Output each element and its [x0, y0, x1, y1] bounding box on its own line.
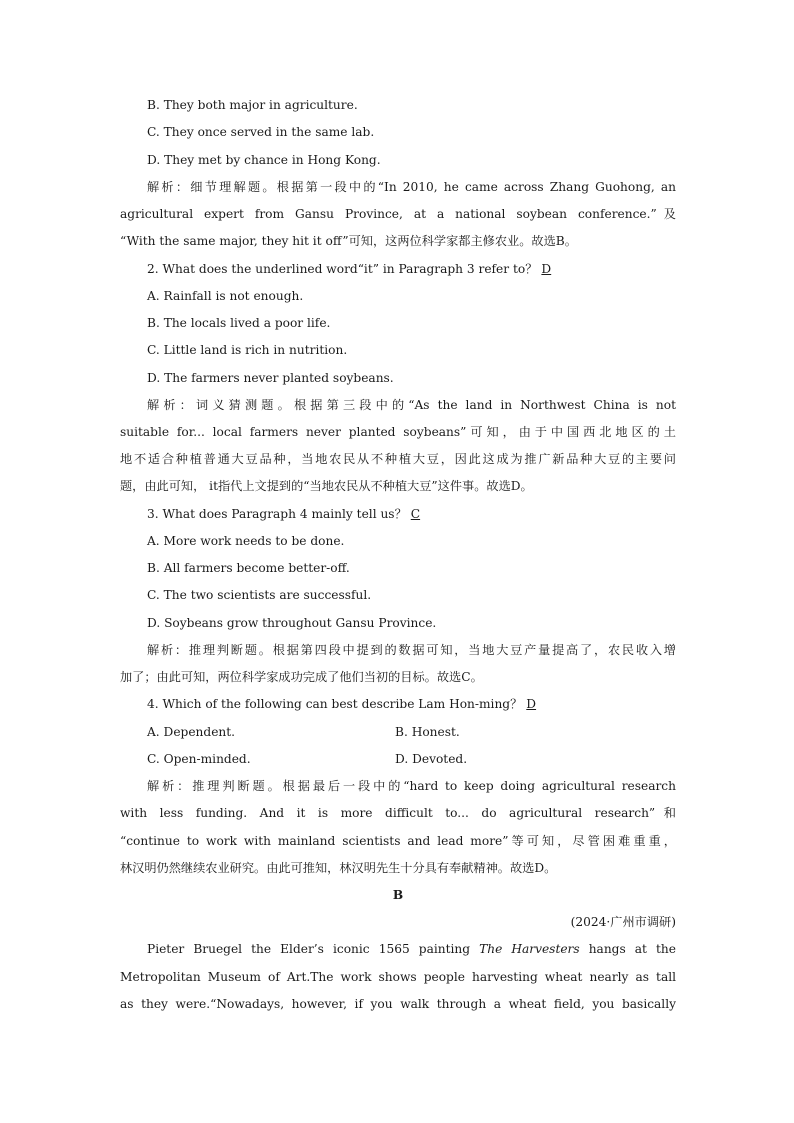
q2-analysis-line-2: suitable for... local farmers never planted soybeans”可知，由于中国西北地区的土 — [120, 425, 676, 439]
q2-option-c: C. Little land is rich in nutrition. — [147, 343, 348, 357]
q4-answer-blank: D — [526, 697, 537, 711]
q4-analysis-line-2: with less funding. And it is more difficult to... do agricultural research”和 — [120, 806, 676, 820]
q4-option-c: C. Open-minded. — [147, 752, 251, 766]
q2-answer-blank: D — [541, 262, 552, 276]
q4-option-d: D. Devoted. — [395, 752, 468, 766]
q4-analysis-line-3: “continue to work with mainland scientists and lead more”等可知，尽管困难重重， — [120, 834, 676, 848]
section-title: B — [392, 888, 404, 902]
q4-options-row-2 — [147, 751, 703, 767]
q4-option-a: A. Dependent. — [147, 725, 236, 739]
q3-option-c: C. The two scientists are successful. — [147, 588, 372, 602]
q3-analysis-line-1: 解析：推理判断题。根据第四段中提到的数据可知，当地大豆产量提高了，农民收入增 — [147, 643, 676, 657]
q2-option-a: A. Rainfall is not enough. — [147, 289, 304, 303]
q3-answer-blank: C — [410, 507, 421, 521]
passage-line-3: as they were.“Nowadays, however, if you walk through a wheat field, you basically — [120, 997, 676, 1011]
passage-line-1-b: hangs at the — [579, 942, 676, 956]
passage-line-1 — [147, 941, 676, 957]
q4-stem-text: 4. Which of the following can best describe Lam Hon-ming？ — [147, 697, 523, 711]
q4-option-b: B. Honest. — [395, 725, 460, 739]
q4-analysis-line-4: 林汉明仍然继续农业研究。由此可推知，林汉明先生十分具有奉献精神。故选D。 — [120, 861, 557, 875]
q2-analysis-line-3: 地不适合种植普通大豆品种，当地农民从不种植大豆，因此这成为推广新品种大豆的主要问 — [120, 452, 676, 466]
q3-analysis-line-2: 加了；由此可知，两位科学家成功完成了他们当初的目标。故选C。 — [120, 670, 483, 684]
q1-analysis-line-1: 解析：细节理解题。根据第一段中的“In 2010, he came across Zhang Guohong, an — [147, 180, 676, 194]
q2-analysis-line-1: 解析：词义猜测题。根据第三段中的“As the land in Northwest China is not — [147, 398, 676, 412]
passage-line-2: Metropolitan Museum of Art.The work shows people harvesting wheat nearly as tall — [120, 970, 676, 984]
q1-analysis-line-2: agricultural expert from Gansu Province, at a national soybean conference.”及 — [120, 207, 676, 221]
q1-option-b: B. They both major in agriculture. — [147, 98, 358, 112]
q1-analysis-line-3: “With the same major, they hit it off”可知，这两位科学家都主修农业。故选B。 — [120, 234, 577, 248]
q3-option-b: B. All farmers become better-off. — [147, 561, 350, 575]
q3-option-a: A. More work needs to be done. — [147, 534, 345, 548]
q4-options-row-1 — [147, 724, 703, 740]
q2-analysis-line-4: 题，由此可知， it指代上文提到的“当地农民从不种植大豆”这件事。故选D。 — [120, 479, 533, 493]
q3-stem-text: 3. What does Paragraph 4 mainly tell us？ — [147, 507, 407, 521]
q2-stem-text: 2. What does the underlined word“it” in Paragraph 3 refer to？ — [147, 262, 538, 276]
q1-option-d: D. They met by chance in Hong Kong. — [147, 153, 381, 167]
q1-option-c: C. They once served in the same lab. — [147, 125, 375, 139]
q2-option-b: B. The locals lived a poor life. — [147, 316, 331, 330]
source-note: (2024·广州市调研) — [570, 915, 676, 929]
q3-stem — [147, 506, 703, 522]
q4-analysis-line-1: 解析：推理判断题。根据最后一段中的“hard to keep doing agricultural research — [147, 779, 676, 793]
painting-title: The Harvesters — [479, 942, 580, 956]
q3-option-d: D. Soybeans grow throughout Gansu Province. — [147, 616, 437, 630]
q2-option-d: D. The farmers never planted soybeans. — [147, 371, 394, 385]
q4-stem — [147, 696, 703, 712]
q2-stem — [147, 261, 703, 277]
passage-line-1-a: Pieter Bruegel the Elder’s iconic 1565 painting — [147, 942, 480, 956]
